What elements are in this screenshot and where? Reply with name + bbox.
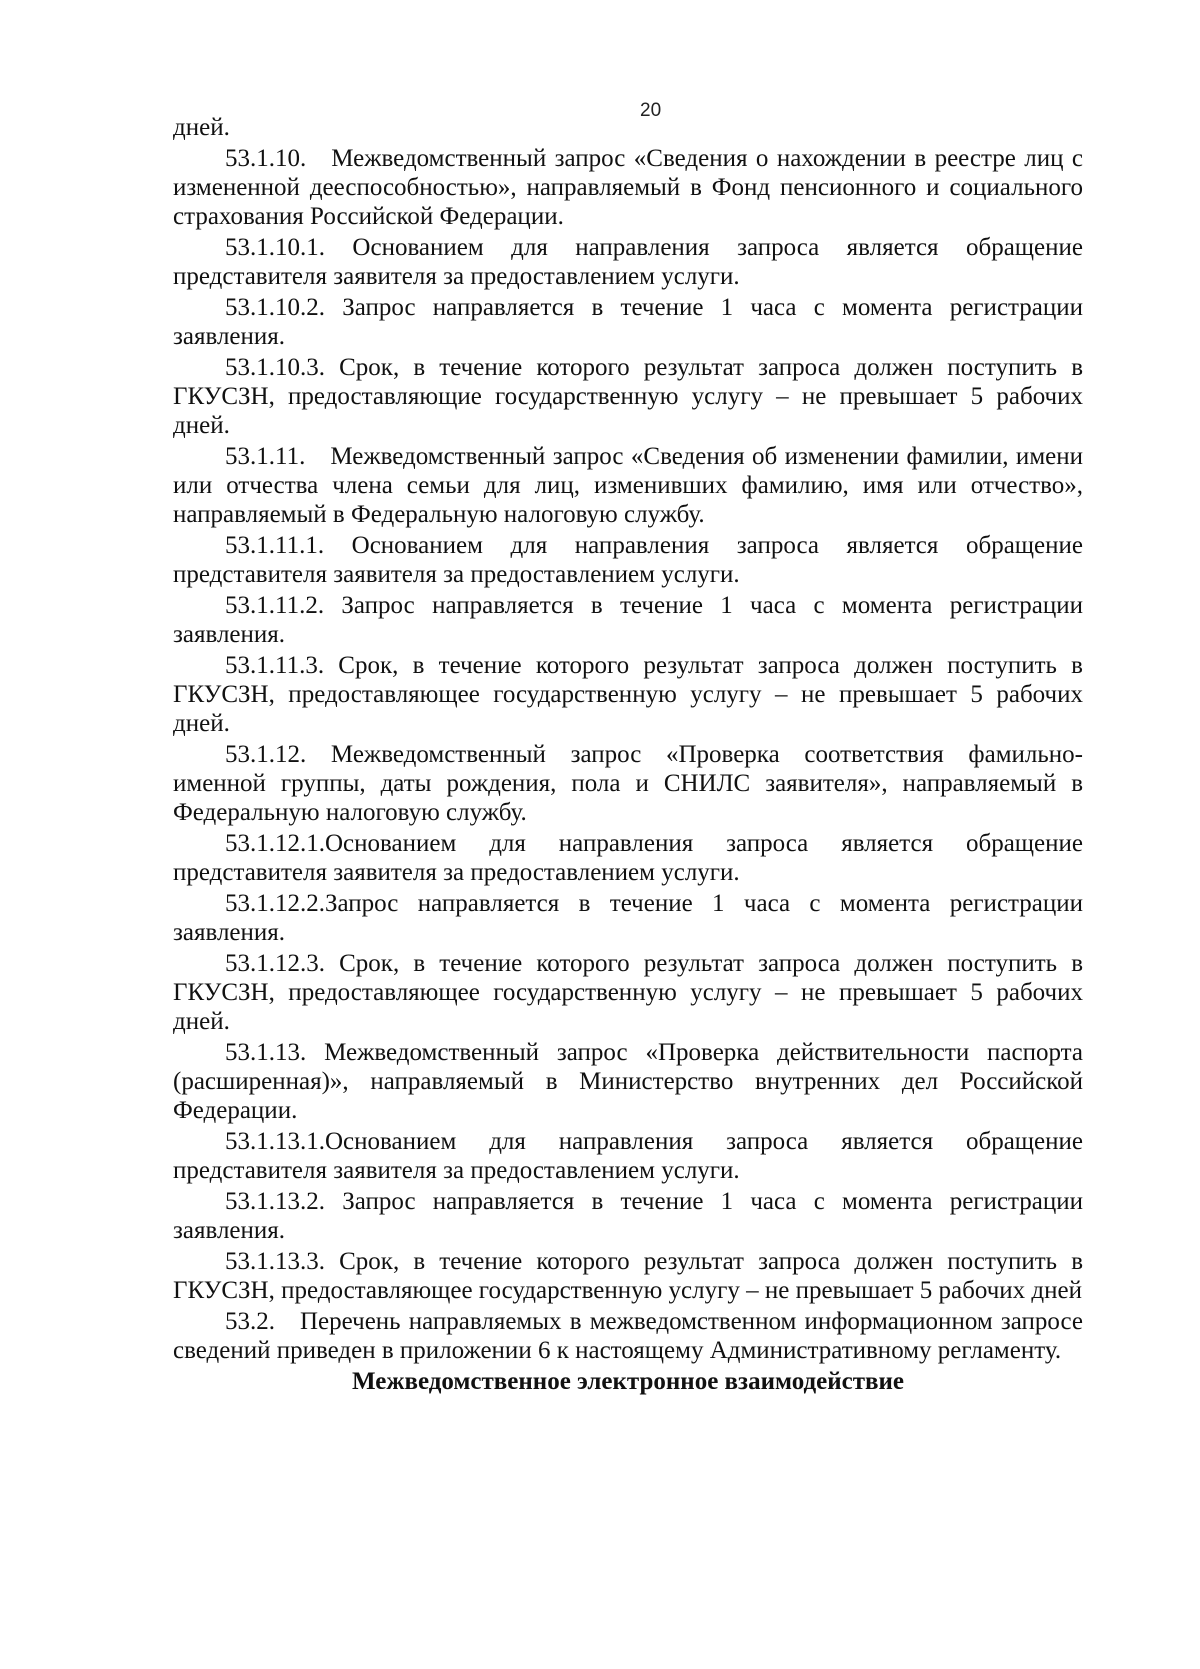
paragraph-53-1-12-1: 53.1.12.1.Основанием для направления запроса является обращение представителя заявителя за предоставлением услуги. (173, 830, 1083, 886)
paragraph-53-1-11-2: 53.1.11.2. Запрос направляется в течение 1 часа с момента регистрации заявления. (173, 592, 1083, 648)
paragraph-53-1-10-2: 53.1.10.2. Запрос направляется в течение 1 часа с момента регистрации заявления. (173, 294, 1083, 350)
section-heading: Межведомственное электронное взаимодействие (351, 1368, 905, 1395)
paragraph-53-1-10-1: 53.1.10.1. Основанием для направления запроса является обращение представителя заявителя за предоставлением услуги. (173, 234, 1083, 290)
paragraph-continuation: дней. (173, 114, 230, 141)
paragraph-53-1-13-1: 53.1.13.1.Основанием для направления запроса является обращение представителя заявителя за предоставлением услуги. (173, 1128, 1083, 1184)
paragraph-53-1-12-3: 53.1.12.3. Срок, в течение которого результат запроса должен поступить в ГКУСЗН, предоставляющее государственную услугу – не превышает 5 рабочих дней. (173, 950, 1083, 1035)
paragraph-53-1-10-3: 53.1.10.3. Срок, в течение которого результат запроса должен поступить в ГКУСЗН, предоставляющие государственную услугу – не превышает 5 рабочих дней. (173, 354, 1083, 439)
paragraph-53-1-13-3: 53.1.13.3. Срок, в течение которого результат запроса должен поступить в ГКУСЗН, предоставляющее государственную услугу – не превышает 5 рабочих дней (173, 1248, 1083, 1304)
paragraph-53-1-11-1: 53.1.11.1. Основанием для направления запроса является обращение представителя заявителя за предоставлением услуги. (173, 532, 1083, 588)
paragraph-53-1-11-3: 53.1.11.3. Срок, в течение которого результат запроса должен поступить в ГКУСЗН, предоставляющее государственную услугу – не превышает 5 рабочих дней. (173, 652, 1083, 737)
paragraph-53-1-12-2: 53.1.12.2.Запрос направляется в течение 1 часа с момента регистрации заявления. (173, 890, 1083, 946)
paragraph-53-1-10: 53.1.10. Межведомственный запрос «Сведения о нахождении в реестре лиц с измененной дееспособностью», направляемый в Фонд пенсионного и социального страхования Российской Федерации. (173, 145, 1083, 230)
paragraph-53-1-13-2: 53.1.13.2. Запрос направляется в течение 1 часа с момента регистрации заявления. (173, 1188, 1083, 1244)
paragraph-53-2: 53.2. Перечень направляемых в межведомственном информационном запросе сведений приведен в приложении 6 к настоящему Административному регламенту. (173, 1308, 1083, 1364)
document-body (173, 113, 1083, 1396)
paragraph-53-1-11: 53.1.11. Межведомственный запрос «Сведения об изменении фамилии, имени или отчества члена семьи для лиц, изменивших фамилию, имя или отчество», направляемый в Федеральную налоговую службу. (173, 443, 1083, 528)
paragraph-53-1-13: 53.1.13. Межведомственный запрос «Проверка действительности паспорта (расширенная)», направляемый в Министерство внутренних дел Российской Федерации. (173, 1039, 1083, 1124)
page-number: 20 (640, 100, 662, 121)
paragraph-53-1-12: 53.1.12. Межведомственный запрос «Проверка соответствия фамильно-именной группы, даты рождения, пола и СНИЛС заявителя», направляемый в Федеральную налоговую службу. (173, 741, 1083, 826)
